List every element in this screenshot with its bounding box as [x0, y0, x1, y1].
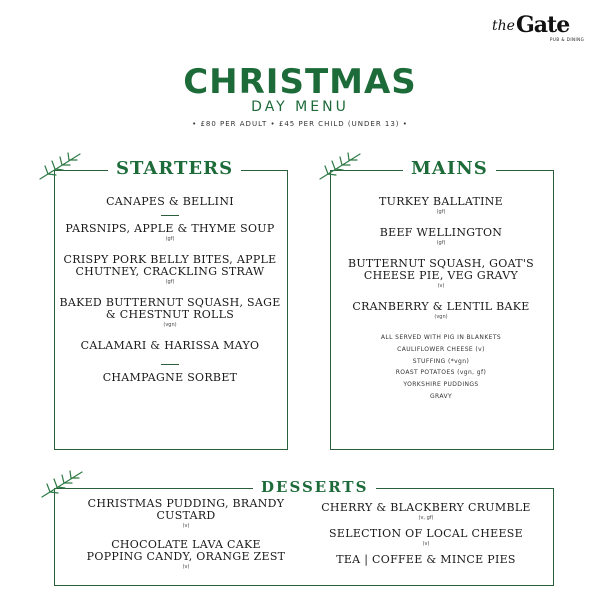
dessert-item: CHRISTMAS PUDDING, BRANDY CUSTARD: [87, 497, 285, 522]
dessert-item: SELECTION OF LOCAL CHEESE: [329, 527, 523, 540]
dessert-item: CHOCOLATE LAVA CAKE POPPING CANDY, ORANGE ZEST: [86, 538, 286, 563]
pine-sprig-icon: [316, 148, 364, 182]
dietary-note: (vgn): [434, 314, 448, 320]
menu-prices: • £80 PER ADULT • £45 PER CHILD (UNDER 13) •: [192, 120, 408, 128]
main-item: BUTTERNUT SQUASH, GOAT'S CHEESE PIE, VEG GRAVY: [347, 257, 535, 282]
menu-title: CHRISTMAS: [183, 62, 417, 102]
dietary-note: (gf): [436, 209, 446, 215]
side-item: YORKSHIRE PUDDINGS: [403, 381, 479, 389]
side-item: ROAST POTATOES (vgn, gf): [395, 369, 487, 377]
main-item: TURKEY BALLATINE: [378, 195, 503, 208]
dietary-note: (vgn): [163, 322, 177, 328]
brand-logo: [492, 12, 592, 42]
mains-heading: MAINS: [403, 158, 496, 179]
brand-name: Gate: [516, 12, 570, 38]
starter-item: CALAMARI & HARISSA MAYO: [80, 339, 260, 352]
dietary-note: (v): [437, 283, 445, 289]
pine-sprig-icon: [36, 148, 84, 182]
starters-heading: STARTERS: [108, 158, 241, 179]
divider: [161, 215, 179, 216]
starters-list: [56, 196, 284, 384]
desserts-right-list: [320, 502, 532, 566]
dietary-note: (gf): [165, 279, 175, 285]
starter-item: PARSNIPS, APPLE & THYME SOUP: [65, 222, 275, 235]
dietary-note: (v): [182, 523, 190, 529]
starter-item: CRISPY PORK BELLY BITES, APPLE CHUTNEY, CRACKLING STRAW: [63, 253, 277, 278]
menu-subtitle: DAY MENU: [251, 99, 349, 115]
desserts-heading: DESSERTS: [253, 478, 376, 496]
desserts-left-list: [86, 498, 286, 571]
dietary-note: (v, gf): [418, 515, 434, 521]
brand-prefix: the: [492, 18, 515, 34]
dietary-note: (v): [422, 541, 430, 547]
dessert-item: TEA | COFFEE & MINCE PIES: [336, 553, 516, 566]
dietary-note: (gf): [436, 240, 446, 246]
dessert-item: CHERRY & BLACKBERY CRUMBLE: [321, 501, 531, 514]
side-item: ALL SERVED WITH PIG IN BLANKETS: [380, 334, 502, 341]
starter-item: BAKED BUTTERNUT SQUASH, SAGE & CHESTNUT ROLLS: [59, 296, 281, 321]
starter-item: CHAMPAGNE SORBET: [102, 371, 238, 384]
dietary-note: (v): [182, 564, 190, 570]
sides-list: [332, 332, 550, 403]
dietary-note: (gf): [165, 236, 175, 242]
main-item: CRANBERRY & LENTIL BAKE: [352, 300, 530, 313]
brand-tagline: PUB & DINING: [550, 37, 585, 42]
side-item: GRAVY: [429, 392, 453, 400]
side-item: STUFFING (*vgn): [412, 357, 470, 365]
mains-list: [332, 196, 550, 403]
side-item: CAULIFLOWER CHEESE (v): [397, 345, 485, 353]
main-item: BEEF WELLINGTON: [379, 226, 503, 239]
divider: [161, 364, 179, 365]
starter-item: CANAPES & BELLINI: [106, 195, 234, 208]
pine-sprig-icon: [38, 466, 86, 500]
